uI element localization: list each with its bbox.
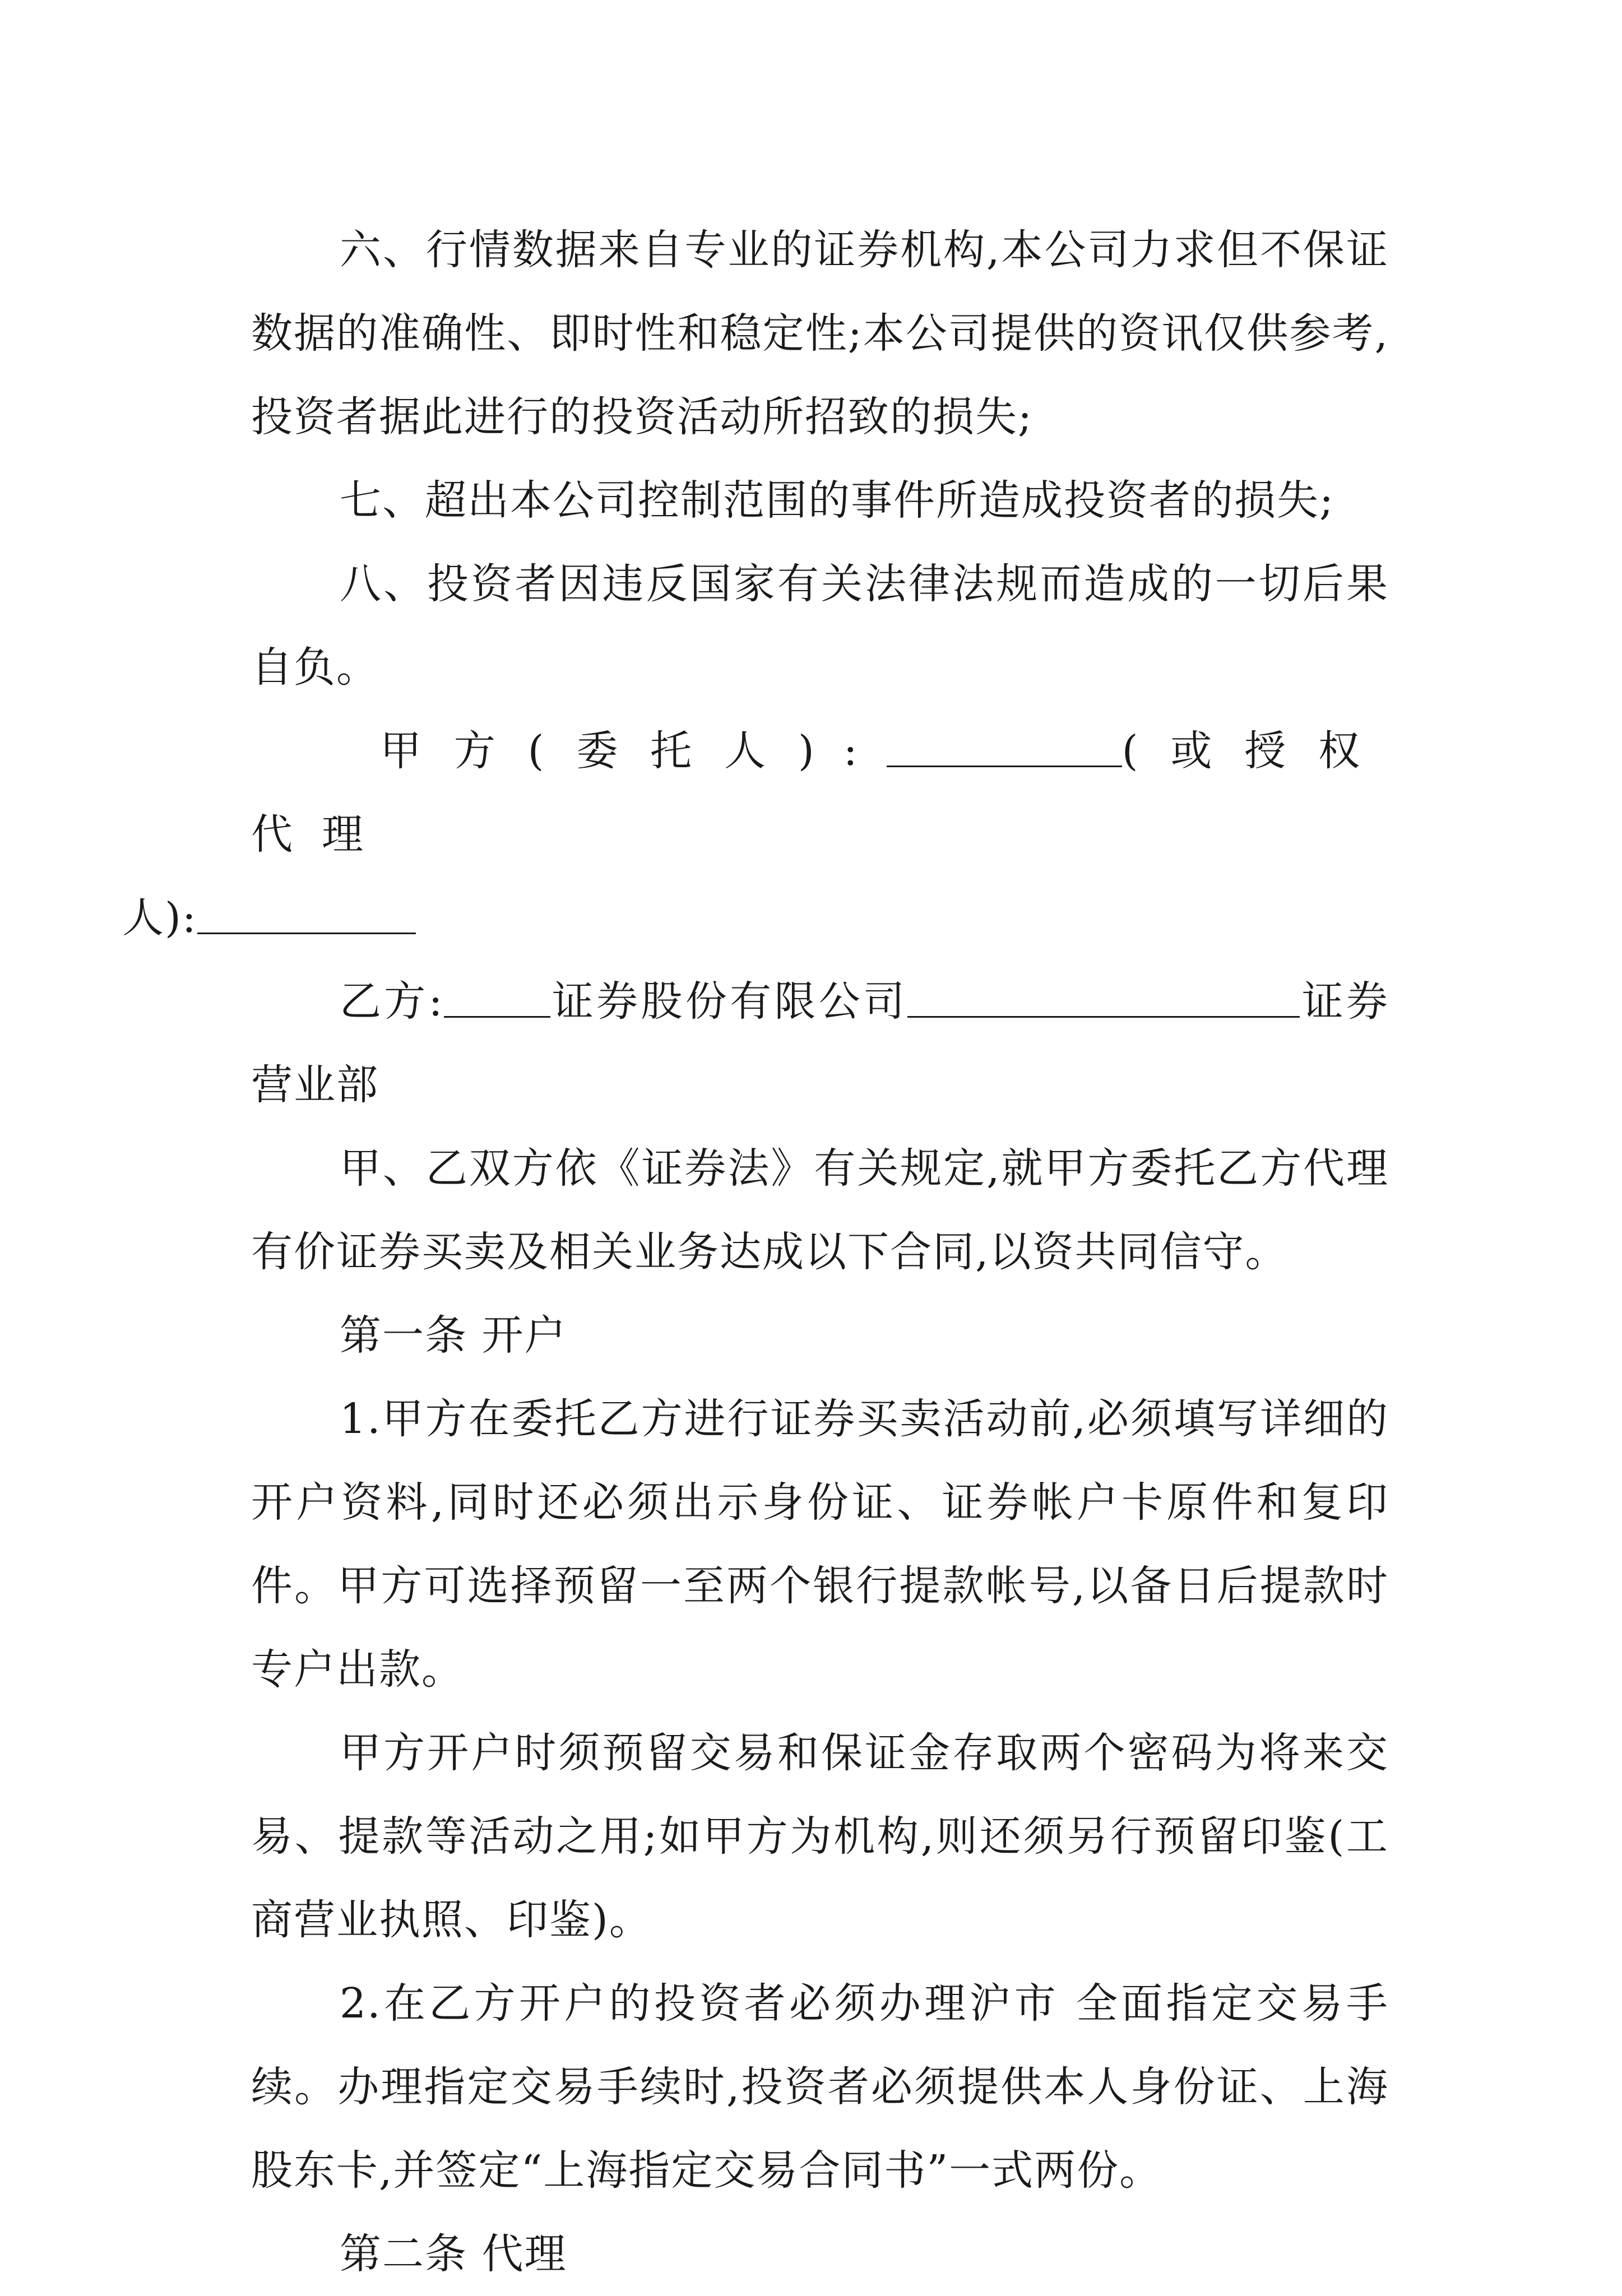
clause-eight: 八、投资者因违反国家有关法律法规而造成的一切后果自负。: [251, 560, 1389, 692]
party-b-blank-2[interactable]: [907, 977, 1300, 1018]
article-one-item-2: 2.在乙方开户的投资者必须办理沪市 全面指定交易手续。办理指定交易手续时,投资者必须提供本人身份证、上海股东卡,并签定“上海指定交易合同书”一式两份。: [251, 1979, 1389, 2195]
intro-paragraph: 甲、乙双方依《证券法》有关规定,就甲方委托乙方代理有价证券买卖及相关业务达成以下合同,以资共同信守。: [251, 1144, 1389, 1276]
party-a-blank[interactable]: [887, 726, 1122, 767]
article-one-item-1b: 甲方开户时须预留交易和保证金存取两个密码为将来交易、提款等活动之用;如甲方为机构,则还须另行预留印鉴(工商营业执照、印鉴)。: [251, 1729, 1389, 1944]
agent-blank[interactable]: [197, 893, 416, 934]
party-a-line: [122, 709, 1389, 960]
party-b-line: [251, 960, 1389, 1127]
party-a-agent-end: 人):: [122, 894, 197, 942]
party-b-blank-1[interactable]: [444, 977, 550, 1018]
party-a-agent: (或授权代理: [251, 727, 1389, 859]
article-one-item-1: 1.甲方在委托乙方进行证券买卖活动前,必须填写详细的开户资料,同时还必须出示身份证、证券帐户卡原件和复印件。甲方可选择预留一至两个银行提款帐号,以备日后提款时专户出款。: [251, 1395, 1389, 1694]
article-two-title: 第二条 代理: [340, 2230, 567, 2278]
clause-seven: 七、超出本公司控制范围的事件所造成投资者的损失;: [340, 476, 1334, 525]
article-one-title: 第一条 开户: [340, 1311, 567, 1360]
party-b-company: 证券股份有限公司: [550, 977, 908, 1026]
party-a-label: 甲方(委托人):: [380, 727, 887, 775]
party-b-label: 乙方:: [340, 977, 444, 1026]
clause-six: 六、行情数据来自专业的证券机构,本公司力求但不保证数据的准确性、即时性和稳定性;本公司提供的资讯仅供参考,投资者据此进行的投资活动所招致的损失;: [251, 226, 1389, 441]
party-b-dept: 证券营业部: [251, 977, 1389, 1109]
document-page: [122, 208, 1389, 2296]
